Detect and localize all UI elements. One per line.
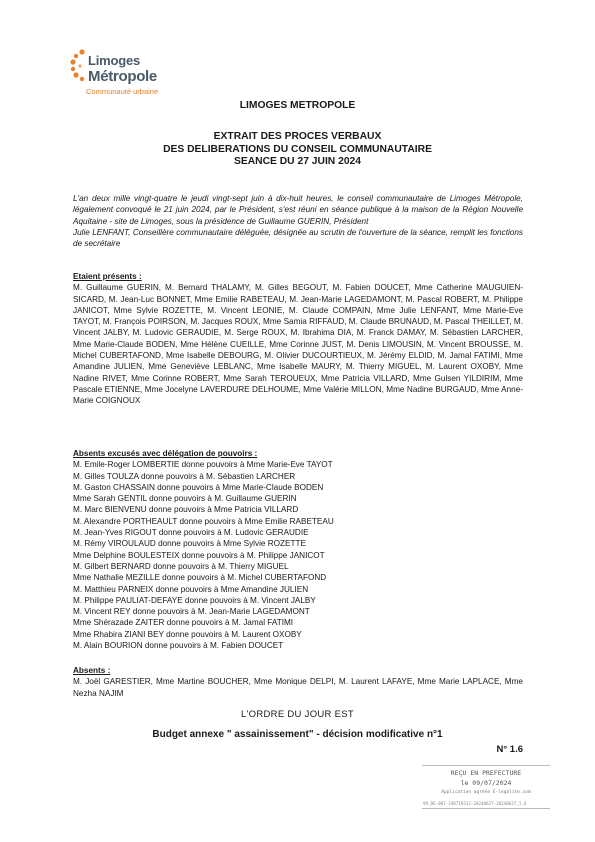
absents-list: M. Joël GARESTIER, Mme Martine BOUCHER, Mme Monique DELPI, M. Laurent LAFAYE, Mme Marie LAPLACE, Mme Nezha NAJIM — [73, 677, 523, 698]
proxy-line: M. Gaston CHASSAIN donne pouvoirs à Mme Marie-Claude BODEN — [73, 482, 324, 492]
presents-section — [73, 271, 523, 407]
title-line1: EXTRAIT DES PROCES VERBAUX — [213, 131, 382, 142]
presents-list: M. Guillaume GUERIN, M. Bernard THALAMY, M. Gilles BEGOUT, M. Fabien DOUCET, Mme Catherine MAUGUIEN-SICARD, M. Jean-Luc BONNET, Mme Emilie RABETEAU, M. Jean-Marie LAGEDAMONT, M. Pascal ROBERT, M. Philippe JANICOT, Mme Sylvie ROZETTE, M. Vincent LEONIE, M. Claude COMPAIN, Mme Julie LENFANT, Mme Marie-Eve TAYOT, M. François POIRSON, M. Jacques ROUX, Mme Samia RIFFAUD, M. Claude BRUNAUD, M. Pascal THEILLET, M. Vincent JALBY, M. Ludovic GERAUDIE, M. Serge ROUX, M. Ibrahima DIA, M. Franck DAMAY, M. Sébastien LARCHER, Mme Marie-Claude BODEN, Mme Hélène CUEILLE, Mme Corinne JUST, M. Denis LIMOUSIN, M. Vincent BROUSSE, M. Michel CUBERTAFOND, Mme Isabelle DEBOURG, M. Olivier DUCOURTIEUX, M. Jérémy ELDID, M. Jamal FATIMI, Mme Amandine JULIEN, Mme Geneviève LEBLANC, Mme Isabelle MAURY, M. Thierry MIGUEL, M. Laurent OXOBY, Mme Nadine RIVET, Mme Corinne ROBERT, Mme Sarah TEROUEUX, Mme Patricia VILLARD, Mme Gulsen YILDIRIM, Mme Pascale ETIENNE, Mme Jocelyne LAVERDURE DELHOUME, Mme Valérie MILLON, Mme Nadine BURGAUD, Mme Anne-Marie COIGNOUX — [73, 283, 523, 406]
stamp-date: le 09/07/2024 — [460, 779, 512, 787]
stamp-received: REÇU EN PREFECTURE — [450, 769, 522, 777]
deliberation-number: N° 1.6 — [496, 744, 523, 755]
stamp-id: 99_DE-087-248719312-20240627-20240627_1.6 — [423, 801, 527, 806]
logo-dots-icon — [68, 48, 90, 84]
proxy-line: M. Emile-Roger LOMBERTIE donne pouvoirs à Mme Marie-Eve TAYOT — [73, 460, 333, 470]
proxy-line: M. Alexandre PORTHEAULT donne pouvoirs à Mme Emilie RABETEAU — [73, 516, 334, 526]
intro — [73, 193, 523, 249]
proxy-line: M. Vincent REY donne pouvoirs à M. Jean-Marie LAGEDAMONT — [73, 607, 310, 617]
agenda-item-title: Budget annexe " assainissement" - décision modificative n°1 — [152, 729, 443, 740]
proxy-line: M. Marc BIENVENU donne pouvoirs à Mme Patricia VILLARD — [73, 505, 299, 515]
proxy-line: Mme Shérazade ZAITER donne pouvoirs à M. Jamal FATIMI — [73, 618, 294, 628]
proxies-heading: Absents excusés avec délégation de pouvoirs : — [73, 449, 258, 458]
title-line3: SEANCE DU 27 JUIN 2024 — [233, 156, 362, 167]
proxy-line: M. Matthieu PARNEIX donne pouvoirs à Mme Amandine JULIEN — [73, 584, 309, 594]
logo-line2: Métropole — [88, 68, 157, 85]
logo-line1: Limoges — [88, 53, 141, 68]
proxy-line: M. Gilbert BERNARD donne pouvoirs à M. Thierry MIGUEL — [73, 561, 289, 571]
proxy-line: Mme Nathalie MEZILLE donne pouvoirs à M. Michel CUBERTAFOND — [73, 573, 327, 583]
title-line2: DES DELIBERATIONS DU CONSEIL COMMUNAUTAIRE — [163, 144, 432, 155]
proxies-section — [73, 448, 523, 651]
proxy-line: M. Rémy VIROULAUD donne pouvoirs à Mme Sylvie ROZETTE — [73, 539, 306, 549]
presents-heading: Etaient présents : — [73, 272, 142, 281]
proxy-line: M. Gilles TOULZA donne pouvoirs à M. Sébastien LARCHER — [73, 471, 296, 481]
proxy-line: Mme Delphine BOULESTEIX donne pouvoirs à M. Philippe JANICOT — [73, 550, 325, 560]
agenda-heading: L'ORDRE DU JOUR EST — [240, 709, 355, 720]
proxy-line: M. Philippe PAULIAT-DEFAYE donne pouvoirs à M. Vincent JALBY — [73, 595, 316, 605]
proxy-line: M. Alain BOURION donne pouvoirs à M. Fabien DOUCET — [73, 641, 284, 651]
proxy-line: Mme Sarah GENTIL donne pouvoirs à M. Guillaume GUERIN — [73, 494, 297, 504]
secretary-paragraph: Julie LENFANT, Conseillère communautaire déléguée, désignée au scrutin de l'ouverture de la séance, remplit les fonctions de secrétaire — [73, 227, 523, 249]
absents-section — [73, 665, 523, 699]
absents-heading: Absents : — [73, 666, 111, 675]
proxy-line: Mme Rhabira ZIANI BEY donne pouvoirs à M. Laurent OXOBY — [73, 629, 302, 639]
intro-paragraph: L'an deux mille vingt-quatre le jeudi vingt-sept juin à dix-huit heures, le conseil communautaire de Limoges Métropole, légalement convoqué le 21 juin 2024, par le Président, s'est réuni en séance publique à la maison de la Région Nouvelle Aquitaine - site de Limoges, sous la présidence de Guillaume GUERIN, Président — [73, 194, 523, 226]
proxy-line: M. Jean-Yves RIGOUT donne pouvoirs à M. Ludovic GERAUDIE — [73, 528, 309, 538]
logo-tagline: Communauté urbaine — [86, 87, 159, 96]
org-name: LIMOGES METROPOLE — [239, 100, 356, 111]
stamp-application: Application agréée E-legalite.com — [441, 790, 531, 795]
logo — [68, 40, 188, 100]
